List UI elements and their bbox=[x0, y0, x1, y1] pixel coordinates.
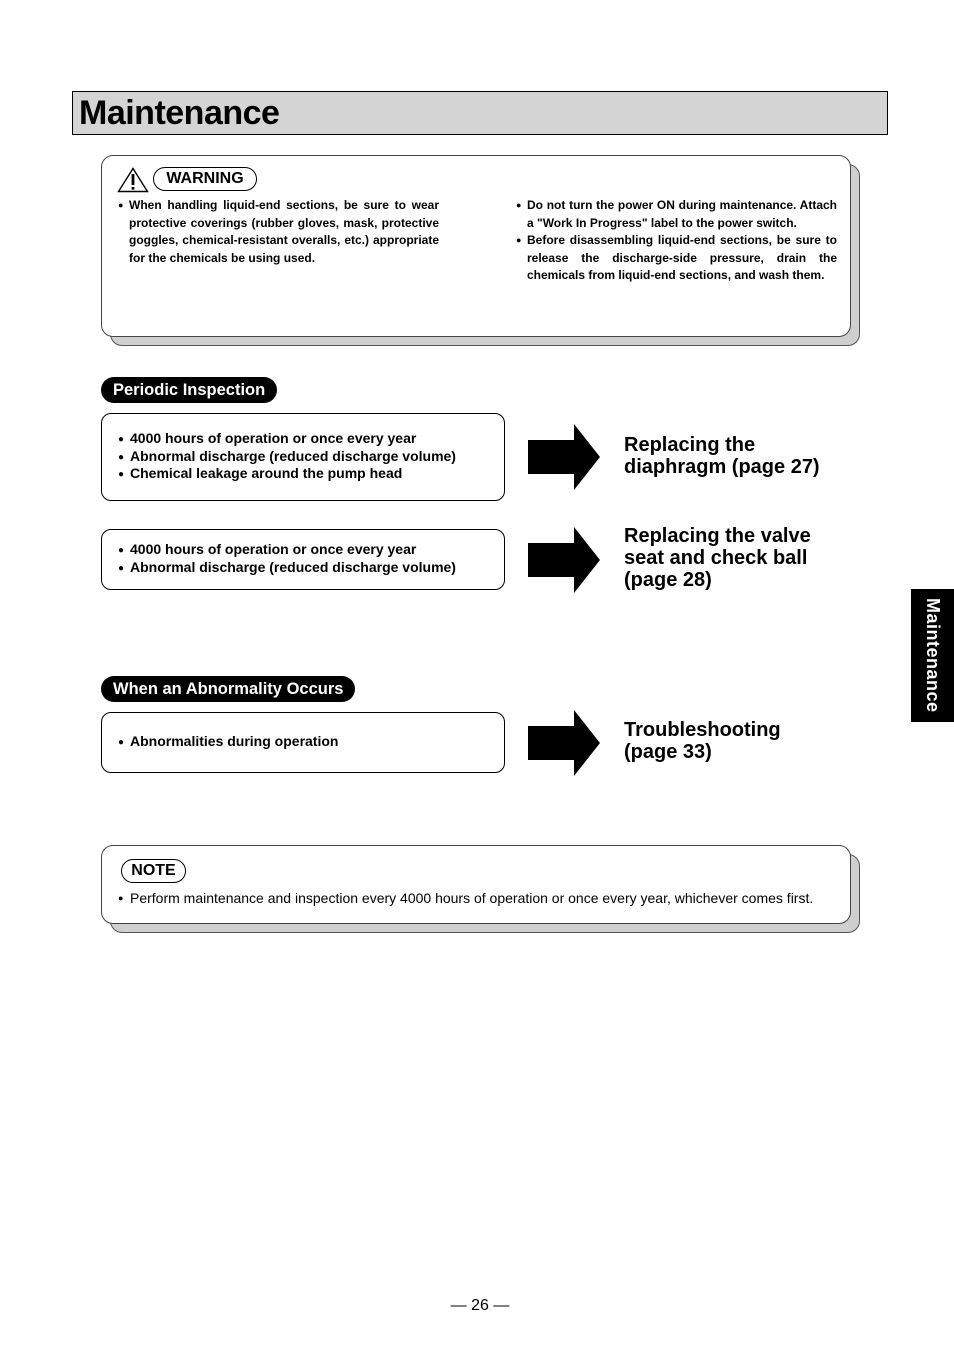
result-line: seat and check ball bbox=[624, 547, 808, 569]
result-line: (page 33) bbox=[624, 741, 712, 763]
right-arrow-icon bbox=[528, 527, 600, 593]
warning-triangle-icon bbox=[117, 167, 149, 193]
result-troubleshooting bbox=[624, 719, 781, 763]
section-side-tab bbox=[911, 589, 954, 722]
note-list bbox=[118, 889, 843, 907]
side-tab-label: Maintenance bbox=[923, 598, 943, 713]
abnormality-label: When an Abnormality Occurs bbox=[101, 676, 355, 702]
periodic-inspection-label: Periodic Inspection bbox=[101, 377, 277, 403]
note-label: NOTE bbox=[121, 859, 186, 883]
condition-list-diaphragm bbox=[118, 430, 498, 483]
list-item: ● 4000 hours of operation or once every year bbox=[118, 430, 498, 448]
warning-right-list bbox=[516, 197, 837, 285]
warning-item: ● When handling liquid-end sections, be sure to wear protective coverings (rubber gloves, mask, protective goggles, chemical-resistant overalls, etc.) appropriate for the chemicals be using used. bbox=[118, 197, 439, 267]
result-line: diaphragm (page 27) bbox=[624, 456, 820, 478]
condition-list-abnormality bbox=[118, 733, 498, 751]
right-arrow-icon bbox=[528, 424, 600, 490]
result-diaphragm bbox=[624, 434, 820, 478]
list-item: ● 4000 hours of operation or once every year bbox=[118, 541, 498, 559]
right-arrow-icon bbox=[528, 710, 600, 776]
result-line: (page 28) bbox=[624, 569, 712, 591]
page-title-bar bbox=[72, 91, 888, 135]
note-box bbox=[101, 845, 851, 924]
result-line: Replacing the bbox=[624, 434, 756, 456]
list-item: ● Chemical leakage around the pump head bbox=[118, 465, 498, 483]
page-number: — 26 — bbox=[450, 1297, 510, 1314]
list-item: ● Abnormal discharge (reduced discharge volume) bbox=[118, 448, 498, 466]
warning-item: ● Before disassembling liquid-end sections, be sure to release the discharge-side pressure, drain the chemicals from liquid-end sections, and wash them. bbox=[516, 232, 837, 285]
warning-item: ● Do not turn the power ON during maintenance. Attach a "Work In Progress" label to the power switch. bbox=[516, 197, 837, 232]
list-item: ● Abnormal discharge (reduced discharge volume) bbox=[118, 559, 498, 577]
warning-label: WARNING bbox=[153, 167, 257, 191]
condition-list-valve-seat bbox=[118, 541, 498, 576]
page-title: Maintenance bbox=[79, 94, 280, 132]
result-line: Troubleshooting bbox=[624, 719, 781, 741]
note-item: ● Perform maintenance and inspection every 4000 hours of operation or once every year, whichever comes first. bbox=[118, 889, 843, 907]
result-line: Replacing the valve bbox=[624, 525, 811, 547]
list-item: ● Abnormalities during operation bbox=[118, 733, 498, 751]
result-valve-seat bbox=[624, 525, 811, 591]
warning-left-list bbox=[118, 197, 439, 267]
